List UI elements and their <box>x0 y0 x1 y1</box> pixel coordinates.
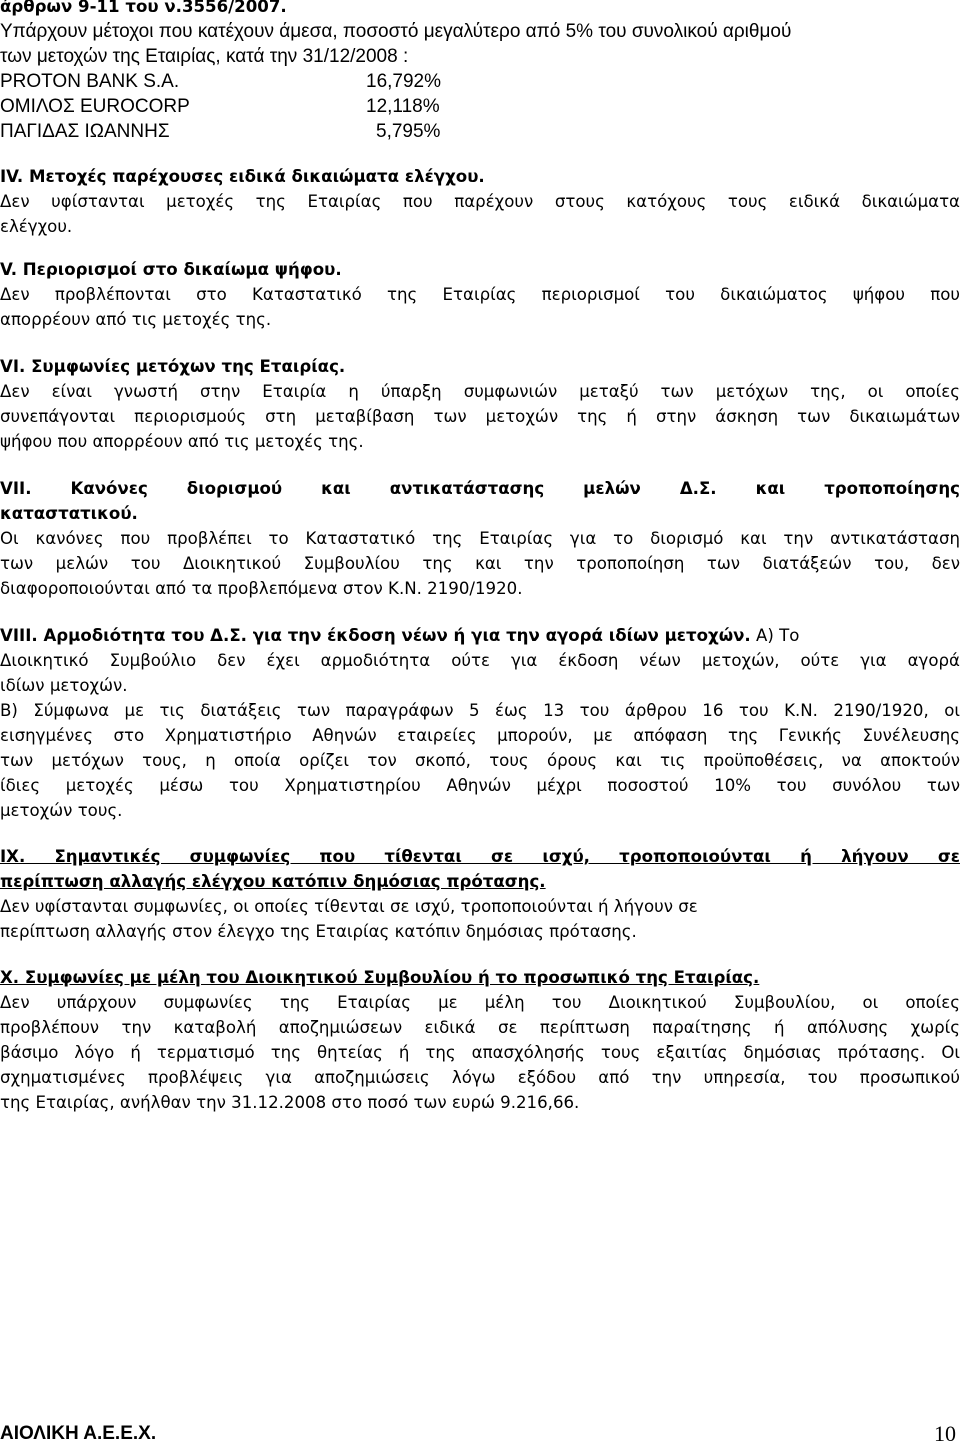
section-10-heading: X. Συμφωνίες με μέλη του Διοικητικού Συμβουλίου ή το προσωπικό της Εταιρίας. <box>0 968 760 987</box>
shareholder-row <box>0 120 960 144</box>
section-8-text: Β) Σύμφωνα με τις διατάξεις των παραγράφων 5 έως 13 του άρθρου 16 του Κ.Ν. 2190/1920, οι <box>0 701 960 720</box>
section-8-text: ίδιες μετοχές μέσω του Χρηματιστηρίου Αθηνών μέχρι ποσοστού 10% του συνόλου των <box>0 776 960 795</box>
section-5-text: Δεν προβλέπονται στο Καταστατικό της Εταιρίας περιορισμοί του δικαιώματος ψήφου που <box>0 285 960 304</box>
section-7-heading: καταστατικού. <box>0 504 138 523</box>
section-6-text: συνεπάγονται περιορισμούς στη μεταβίβαση των μετοχών της ή στην άσκηση των δικαιωμάτων <box>0 407 960 426</box>
section-7-text: Οι κανόνες που προβλέπει το Καταστατικό της Εταιρίας για το διορισμό και την αντικατάσταση <box>0 529 960 548</box>
section-8-text: εισηγμένες στο Χρηματιστήριο Αθηνών εταιρείες μπορούν, με απόφαση της Γενικής Συνέλευσης <box>0 726 960 745</box>
page-number: 10 <box>934 1421 956 1446</box>
shareholder-percentage: 12,118% <box>366 96 440 117</box>
section-10-text: προβλέπουν την καταβολή αποζημιώσεων ειδικά σε περίπτωση παραίτησης ή απόλυσης χωρίς <box>0 1018 960 1037</box>
section-4-text: Δεν υφίστανται μετοχές της Εταιρίας που παρέχουν στους κατόχους τους ειδικά δικαιώματα <box>0 192 960 211</box>
section-5-text: απορρέουν από τις μετοχές της. <box>0 310 272 329</box>
section-8-heading-title: VIII. Αρμοδιότητα του Δ.Σ. για την έκδοση νέων ή για την αγορά ιδίων μετοχών. <box>0 626 751 645</box>
shareholder-percentage: 16,792% <box>366 71 442 92</box>
section-9-heading: περίπτωση αλλαγής ελέγχου κατόπιν δημόσιας πρότασης. <box>0 872 546 891</box>
section-4-text: ελέγχου. <box>0 217 73 236</box>
section-10-text: Δεν υπάρχουν συμφωνίες της Εταιρίας με μέλη του Διοικητικού Συμβουλίου, οι οποίες <box>0 993 960 1012</box>
shareholder-name: PROTON BANK S.A. <box>0 71 180 92</box>
shareholder-name: ΟΜΙΛΟΣ EUROCORP <box>0 96 190 117</box>
section-6-heading: VI. Συμφωνίες μετόχων της Εταιρίας. <box>0 357 346 376</box>
section-8-text: των μετόχων τους, η οποία ορίζει τον σκοπό, τους όρους και τις προϋποθέσεις, να αποκτούν <box>0 751 960 770</box>
section-10-text: σχηματισμένες προβλέψεις για αποζημιώσεις λόγω εξόδου από την υπηρεσία, του προσωπικού <box>0 1068 960 1087</box>
section-7-text: διαφοροποιούνται από τα προβλεπόμενα στον Κ.Ν. 2190/1920. <box>0 579 523 598</box>
section-8-text: ιδίων μετοχών. <box>0 676 128 695</box>
section-8-text: Διοικητικό Συμβούλιο δεν έχει αρμοδιότητα ούτε για έκδοση νέων μετοχών, ούτε για αγορά <box>0 651 960 670</box>
section-7-text: των μελών του Διοικητικού Συμβουλίου της και την τροποποίηση των διατάξεών του, δεν <box>0 554 960 573</box>
intro-line-3: των μετοχών της Εταιρίας, κατά την 31/12/2008 : <box>0 46 409 67</box>
section-6-text: ψήφου που απορρέουν από τις μετοχές της. <box>0 432 364 451</box>
footer-company-name: ΑΙΟΛΙΚΗ Α.Ε.Ε.Χ. <box>0 1423 157 1444</box>
section-10-text: βάσιμο λόγο ή τερματισμό της θητείας ή της απασχόλησής τους εξαιτίας δημόσιας πρότασης. Οι <box>0 1043 960 1062</box>
section-10-text: της Εταιρίας, ανήλθαν την 31.12.2008 στο ποσό των ευρώ 9.216,66. <box>0 1093 580 1112</box>
section-6-text: Δεν είναι γνωστή στην Εταιρία η ύπαρξη συμφωνιών μεταξύ των μετόχων της, οι οποίες <box>0 382 960 401</box>
intro-line-1: άρθρων 9-11 του ν.3556/2007. <box>0 0 287 16</box>
section-8-heading <box>0 624 960 648</box>
shareholder-row <box>0 95 960 119</box>
section-7-heading: VII. Κανόνες διορισμού και αντικατάστασης μελών Δ.Σ. και τροποποίησης <box>0 479 960 498</box>
section-8-text: μετοχών τους. <box>0 801 123 820</box>
shareholder-percentage: 5,795% <box>376 121 441 142</box>
section-4-heading: IV. Μετοχές παρέχουσες ειδικά δικαιώματα ελέγχου. <box>0 167 485 186</box>
intro-line-2: Υπάρχουν μέτοχοι που κατέχουν άμεσα, ποσοστό μεγαλύτερο από 5% του συνολικού αριθμού <box>0 21 792 42</box>
section-9-heading: IX. Σημαντικές συμφωνίες που τίθενται σε ισχύ, τροποποιούνται ή λήγουν σε <box>0 847 960 866</box>
section-5-heading: V. Περιορισμοί στο δικαίωμα ψήφου. <box>0 260 342 279</box>
shareholder-row <box>0 70 960 94</box>
section-9-text: Δεν υφίστανται συμφωνίες, οι οποίες τίθενται σε ισχύ, τροποποιούνται ή λήγουν σε <box>0 897 698 916</box>
shareholder-name: ΠΑΓΙΔΑΣ ΙΩΑΝΝΗΣ <box>0 121 170 142</box>
section-8-heading-tail: Α) Το <box>750 626 800 645</box>
section-9-text: περίπτωση αλλαγής στον έλεγχο της Εταιρίας κατόπιν δημόσιας πρότασης. <box>0 922 637 941</box>
